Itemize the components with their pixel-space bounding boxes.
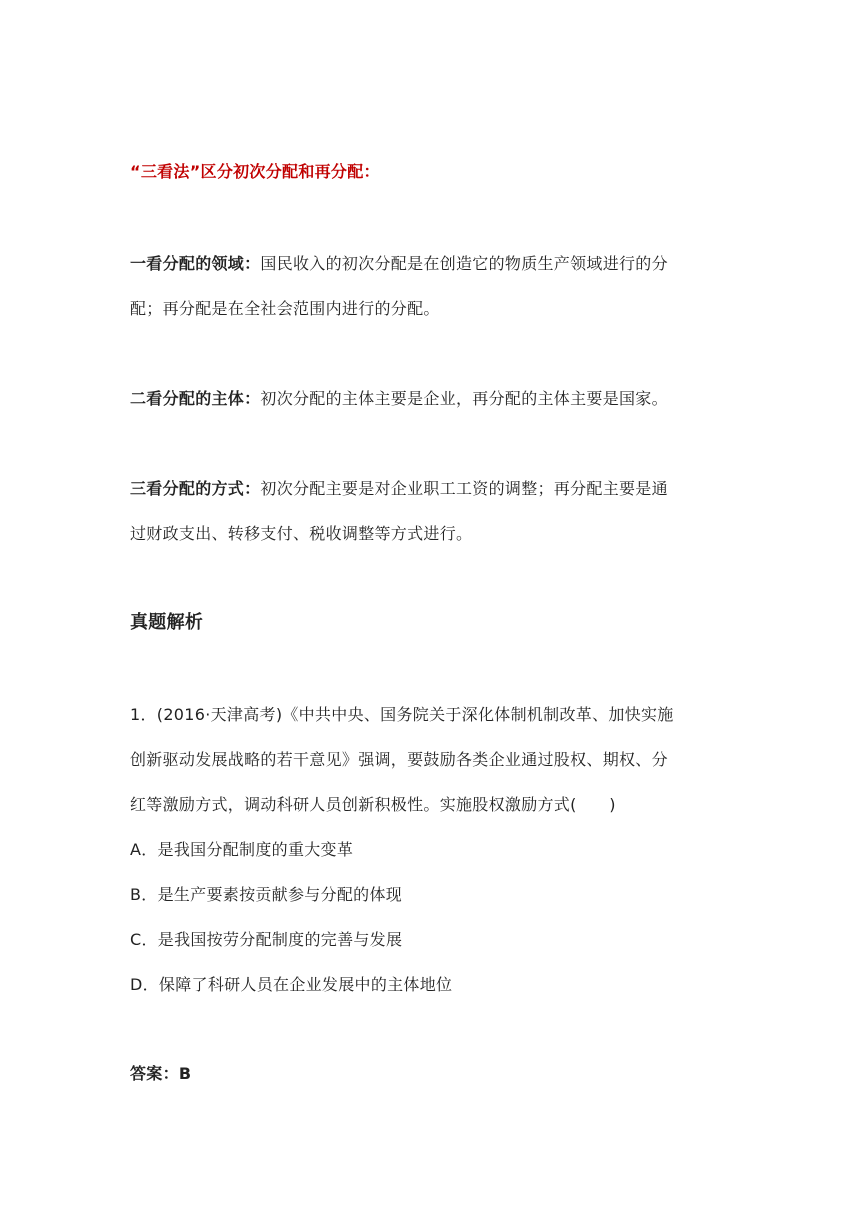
intro-title: “三看法”区分初次分配和再分配：	[130, 162, 380, 181]
option-c: C．是我国按劳分配制度的完善与发展	[130, 930, 403, 949]
point-1-line-1	[130, 252, 730, 276]
point-1-label: 一看分配的领域：	[130, 254, 261, 273]
point-2-line-1	[130, 387, 730, 411]
question-line-2: 创新驱动发展战略的若干意见》强调，要鼓励各类企业通过股权、期权、分	[130, 750, 668, 769]
point-3-label: 三看分配的方式：	[130, 479, 261, 498]
answer: 答案：B	[130, 1064, 192, 1083]
point-3-text-1: 初次分配主要是对企业职工工资的调整；再分配主要是通	[260, 479, 668, 498]
option-b: B．是生产要素按贡献参与分配的体现	[130, 885, 403, 904]
point-1-line-2: 配；再分配是在全社会范围内进行的分配。	[130, 299, 440, 318]
point-2-text-1: 初次分配的主体主要是企业，再分配的主体主要是国家。	[260, 389, 668, 408]
section-title: 真题解析	[130, 612, 204, 633]
question-line-3: 红等激励方式，调动科研人员创新积极性。实施股权激励方式( )	[130, 795, 616, 814]
question-line-1: 1．(2016·天津高考)《中共中央、国务院关于深化体制机制改革、加快实施	[130, 705, 674, 724]
point-3-line-2: 过财政支出、转移支付、税收调整等方式进行。	[130, 524, 473, 543]
point-3-line-1	[130, 477, 730, 501]
option-d: D．保障了科研人员在企业发展中的主体地位	[130, 975, 453, 994]
point-2-label: 二看分配的主体：	[130, 389, 261, 408]
point-1-text-1: 国民收入的初次分配是在创造它的物质生产领域进行的分	[260, 254, 668, 273]
option-a: A．是我国分配制度的重大变革	[130, 840, 354, 859]
